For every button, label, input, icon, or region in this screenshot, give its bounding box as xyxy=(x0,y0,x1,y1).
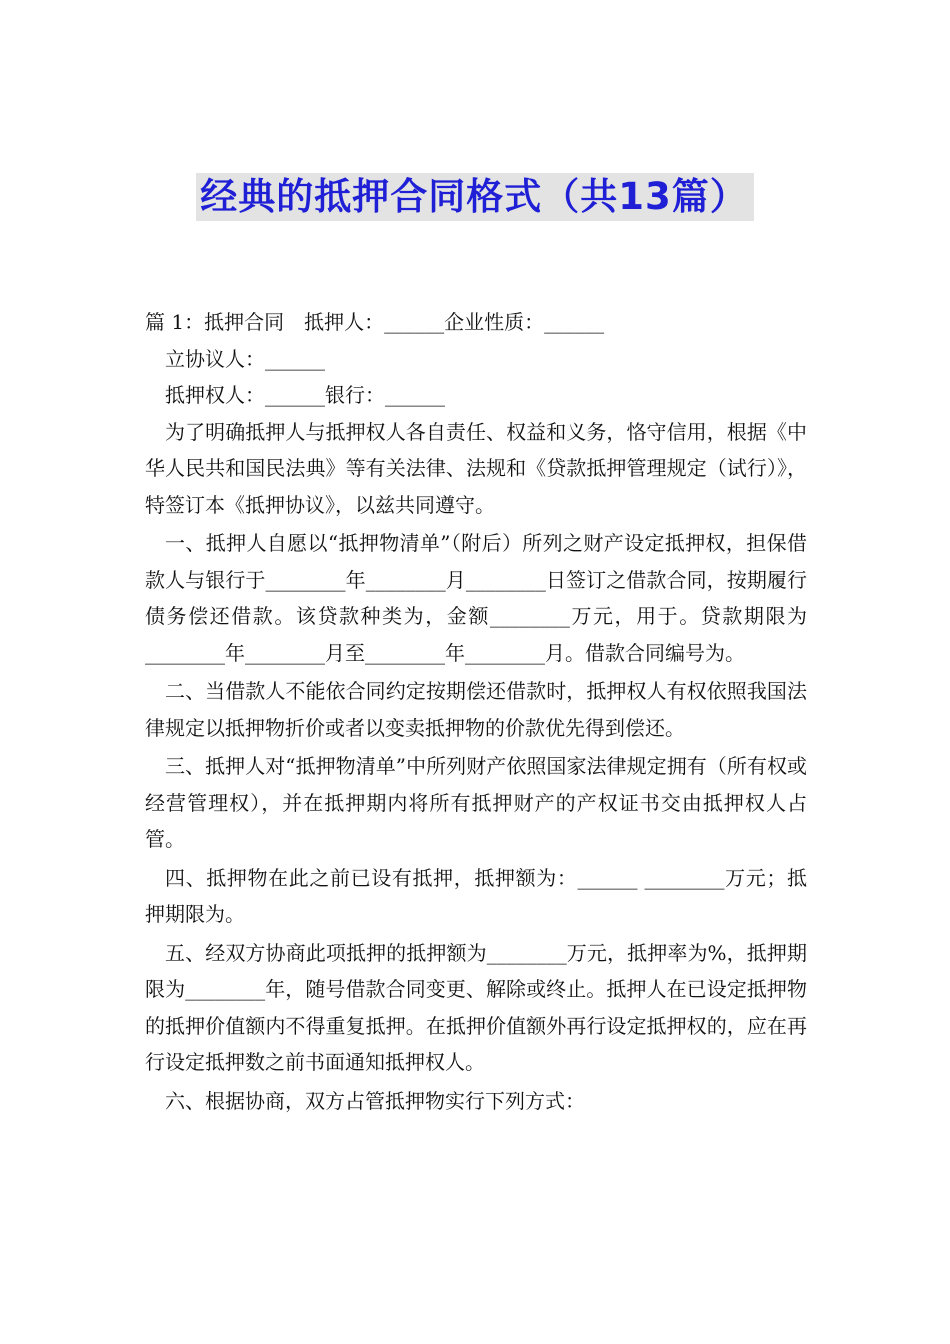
paragraph-clause-3: 三、抵押人对“抵押物清单”中所列财产依照国家法律规定拥有（所有权或经营管理权），并在抵押期内将所有抵押财产的产权证书交由抵押权人占管。 xyxy=(145,754,807,851)
paragraph-mortgagee: 抵押权人：______银行：______ xyxy=(165,383,445,407)
paragraph-clause-4: 四、抵押物在此之前已设有抵押，抵押额为：______ ________万元；抵押期限为。 xyxy=(145,865,807,926)
paragraph-clause-5: 五、经双方协商此项抵押的抵押额为________万元，抵押率为%，抵押期限为________年，随号借款合同变更、解除或终止。抵押人在已设定抵押物的抵押价值额内不得重复抵押。在抵押价值额外再行设定抵押权的，应在再行设定抵押数之前书面通知抵押权人。 xyxy=(145,940,807,1074)
document-title: 经典的抵押合同格式（共13篇） xyxy=(196,173,754,221)
title-wrap xyxy=(0,173,950,221)
paragraph-clause-1: 一、抵押人自愿以“抵押物清单”（附后）所列之财产设定抵押权，担保借款人与银行于________年________月________日签订之借款合同，按期履行债务偿还借款。该贷款种类为，金额________万元，用于。贷款期限为________年________月至________年________月。借款合同编号为。 xyxy=(145,531,807,665)
paragraph-clause-6: 六、根据协商，双方占管抵押物实行下列方式： xyxy=(165,1088,585,1113)
paragraph-agreement-party: 立协议人：______ xyxy=(165,346,325,371)
document-body xyxy=(145,304,807,1119)
paragraph-header: 篇 1：抵押合同 抵押人：______企业性质：______ xyxy=(145,310,605,334)
paragraph-clause-2: 二、当借款人不能依合同约定按期偿还借款时，抵押权人有权依照我国法律规定以抵押物折价或者以变卖抵押物的价款优先得到偿还。 xyxy=(145,679,807,740)
paragraph-preamble: 为了明确抵押人与抵押权人各自责任、权益和义务，恪守信用，根据《中华人民共和国民法典》等有关法律、法规和《贷款抵押管理规定（试行）》，特签订本《抵押协议》，以兹共同遵守。 xyxy=(145,419,807,517)
